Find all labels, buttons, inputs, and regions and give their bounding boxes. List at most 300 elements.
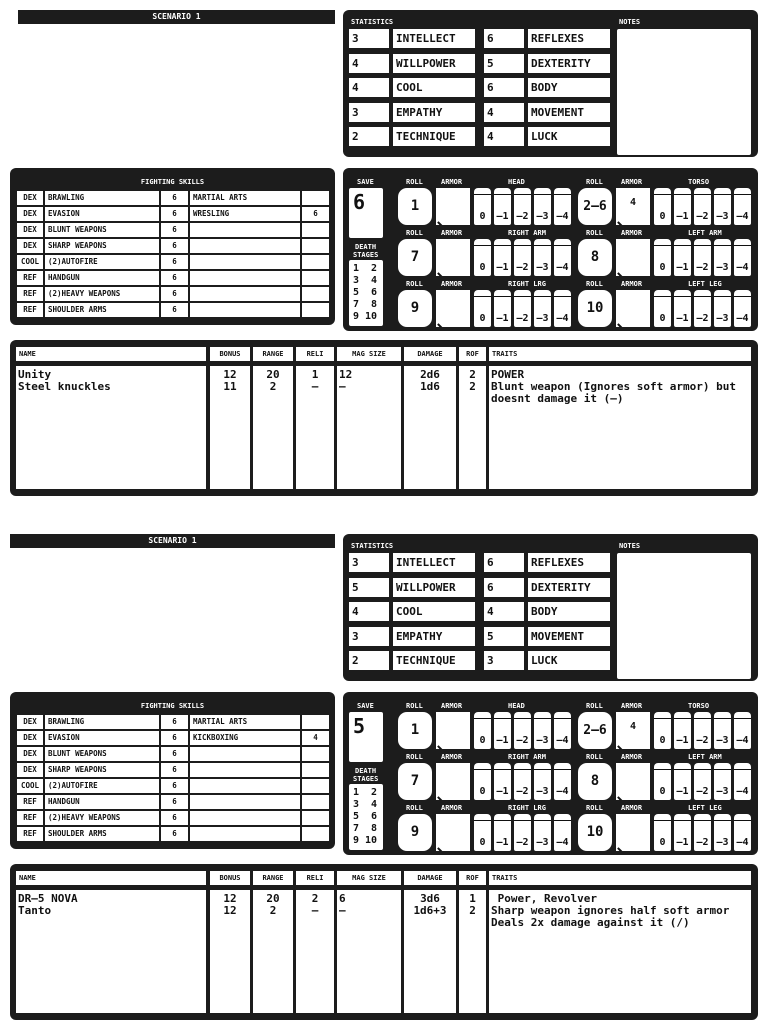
wound-level: –4 bbox=[736, 837, 749, 848]
skill-name: BLUNT WEAPONS bbox=[45, 747, 159, 761]
armor-label: ARMOR bbox=[441, 804, 463, 812]
skill-name: BRAWLING bbox=[45, 191, 159, 205]
wound-box-left_leg[interactable] bbox=[694, 814, 711, 851]
wound-box-left_leg[interactable] bbox=[694, 290, 711, 327]
wound-box-left_arm[interactable] bbox=[654, 763, 671, 800]
stat-name-cool: COOL bbox=[393, 78, 475, 97]
skill-name: (2)HEAVY WEAPONS bbox=[45, 811, 159, 825]
wound-box-right_leg[interactable] bbox=[494, 814, 511, 851]
extra-skill-name[interactable] bbox=[190, 223, 300, 237]
armor-value: 4 bbox=[629, 197, 637, 208]
roll-right_leg: 9 bbox=[398, 290, 432, 327]
wound-box-left_arm[interactable] bbox=[734, 239, 751, 276]
wound-level: –4 bbox=[736, 735, 749, 746]
armor-right_leg[interactable] bbox=[436, 290, 470, 327]
skill-value[interactable]: 6 bbox=[161, 239, 188, 253]
wound-box-head[interactable] bbox=[474, 712, 491, 749]
extra-skill-value[interactable] bbox=[302, 827, 329, 841]
wound-box-head[interactable] bbox=[534, 188, 551, 225]
wound-box-right_arm[interactable] bbox=[554, 763, 571, 800]
stat-value-movement[interactable]: 5 bbox=[484, 627, 524, 646]
wound-box-right_leg[interactable] bbox=[514, 814, 531, 851]
wound-box-right_leg[interactable] bbox=[474, 290, 491, 327]
skill-name: HANDGUN bbox=[45, 795, 159, 809]
armor-slash bbox=[437, 745, 447, 749]
wound-box-right_arm[interactable] bbox=[514, 763, 531, 800]
skill-value[interactable]: 6 bbox=[161, 715, 188, 729]
skill-value[interactable]: 6 bbox=[161, 255, 188, 269]
weapon-header-mag: MAG SIZE bbox=[337, 871, 401, 885]
location-label-torso: TORSO bbox=[688, 178, 710, 186]
armor-label: ARMOR bbox=[621, 753, 643, 761]
armor-left_arm[interactable] bbox=[616, 763, 650, 800]
wound-level: –3 bbox=[536, 735, 549, 746]
wound-level: –4 bbox=[556, 313, 569, 324]
wound-box-torso[interactable] bbox=[734, 188, 751, 225]
weapon-header-name: NAME bbox=[16, 347, 206, 361]
stat-name-movement: MOVEMENT bbox=[528, 627, 610, 646]
wound-box-torso[interactable] bbox=[654, 712, 671, 749]
stat-value-reflexes[interactable]: 6 bbox=[484, 29, 524, 48]
extra-skill-name[interactable] bbox=[190, 271, 300, 285]
death-stages-label-2: STAGES bbox=[353, 251, 379, 259]
wound-level: –2 bbox=[516, 786, 529, 797]
extra-skill-name[interactable] bbox=[190, 779, 300, 793]
weapon-header-rof: ROF bbox=[459, 871, 486, 885]
weapon-header-traits: TRAITS bbox=[489, 347, 751, 361]
stat-value-empathy[interactable]: 3 bbox=[349, 103, 389, 122]
skill-value[interactable]: 6 bbox=[161, 207, 188, 221]
character-sheet-2 bbox=[0, 524, 768, 1024]
extra-skill-value[interactable] bbox=[302, 191, 329, 205]
wound-box-torso[interactable] bbox=[694, 712, 711, 749]
armor-label: ARMOR bbox=[441, 229, 463, 237]
wound-level: –3 bbox=[716, 211, 729, 222]
extra-skill-value[interactable] bbox=[302, 811, 329, 825]
extra-skill-value[interactable]: 6 bbox=[302, 207, 329, 221]
weapon-col-damage[interactable]: 2d6 1d6 bbox=[404, 366, 456, 489]
death-stages-track[interactable]: 1 2 3 4 5 6 7 8 9 10 bbox=[349, 784, 383, 850]
stat-value-cool[interactable]: 4 bbox=[349, 78, 389, 97]
stat-name-intellect: INTELLECT bbox=[393, 553, 475, 572]
stat-value-luck[interactable]: 4 bbox=[484, 127, 524, 146]
skill-value[interactable]: 6 bbox=[161, 779, 188, 793]
skill-value[interactable]: 6 bbox=[161, 763, 188, 777]
wound-box-torso[interactable] bbox=[714, 188, 731, 225]
weapon-col-reli[interactable]: 1 – bbox=[296, 366, 334, 489]
death-stages-track[interactable]: 1 2 3 4 5 6 7 8 9 10 bbox=[349, 260, 383, 326]
skill-name: (2)AUTOFIRE bbox=[45, 255, 159, 269]
armor-right_arm[interactable] bbox=[436, 239, 470, 276]
weapon-col-traits[interactable]: Power, Revolver Sharp weapon ignores half soft armor Deals 2x damage against it (/) bbox=[489, 890, 751, 1013]
location-label-right_arm: RIGHT ARM bbox=[508, 229, 546, 237]
wound-box-left_arm[interactable] bbox=[714, 763, 731, 800]
stat-value-cool[interactable]: 4 bbox=[349, 602, 389, 621]
extra-skill-name[interactable]: WRESLING bbox=[190, 207, 300, 221]
wound-box-right_arm[interactable] bbox=[514, 239, 531, 276]
wound-level: 0 bbox=[659, 262, 666, 273]
wound-level: –4 bbox=[736, 313, 749, 324]
save-value[interactable]: 5 bbox=[349, 712, 383, 762]
wound-level: –1 bbox=[496, 262, 509, 273]
skill-value[interactable]: 6 bbox=[161, 811, 188, 825]
wound-level: –2 bbox=[516, 211, 529, 222]
scenario-title: SCENARIO 1 bbox=[18, 10, 335, 24]
wound-level: –2 bbox=[516, 735, 529, 746]
extra-skill-value[interactable] bbox=[302, 271, 329, 285]
skill-name: BRAWLING bbox=[45, 715, 159, 729]
notes-field[interactable] bbox=[617, 553, 751, 679]
extra-skill-value[interactable] bbox=[302, 255, 329, 269]
stat-name-technique: TECHNIQUE bbox=[393, 651, 475, 670]
weapon-col-traits[interactable]: POWER Blunt weapon (Ignores soft armor) but doesnt damage it (–) bbox=[489, 366, 751, 489]
wound-box-head[interactable] bbox=[474, 188, 491, 225]
roll-head: 1 bbox=[398, 712, 432, 749]
stat-value-body[interactable]: 4 bbox=[484, 602, 524, 621]
wound-box-left_arm[interactable] bbox=[694, 763, 711, 800]
stat-name-willpower: WILLPOWER bbox=[393, 578, 475, 597]
extra-skill-name[interactable] bbox=[190, 287, 300, 301]
armor-left_arm[interactable] bbox=[616, 239, 650, 276]
extra-skill-name[interactable]: MARTIAL ARTS bbox=[190, 715, 300, 729]
skill-name: EVASION bbox=[45, 207, 159, 221]
weapon-col-mag[interactable]: 6 – bbox=[337, 890, 401, 1013]
weapon-col-bonus[interactable]: 12 11 bbox=[210, 366, 250, 489]
wound-box-torso[interactable] bbox=[654, 188, 671, 225]
statistics-label: STATISTICS bbox=[351, 18, 394, 26]
wound-level: –2 bbox=[516, 313, 529, 324]
scenario-title: SCENARIO 1 bbox=[10, 534, 335, 548]
skill-value[interactable]: 6 bbox=[161, 223, 188, 237]
armor-right_leg[interactable] bbox=[436, 814, 470, 851]
skill-attr: REF bbox=[17, 271, 43, 285]
wound-level: –2 bbox=[696, 262, 709, 273]
wound-level: –2 bbox=[696, 313, 709, 324]
wound-level: 0 bbox=[479, 313, 486, 324]
location-label-left_leg: LEFT LEG bbox=[688, 804, 722, 812]
wound-level: –3 bbox=[536, 262, 549, 273]
extra-skill-name[interactable] bbox=[190, 811, 300, 825]
wound-level: –3 bbox=[536, 837, 549, 848]
weapon-col-name[interactable]: Unity Steel knuckles bbox=[16, 366, 206, 489]
stat-value-technique[interactable]: 2 bbox=[349, 651, 389, 670]
wound-box-left_leg[interactable] bbox=[734, 290, 751, 327]
stat-value-reflexes[interactable]: 6 bbox=[484, 553, 524, 572]
armor-slash bbox=[617, 221, 627, 225]
weapon-col-reli[interactable]: 2 – bbox=[296, 890, 334, 1013]
armor-slash bbox=[437, 323, 447, 327]
wound-level: –3 bbox=[716, 313, 729, 324]
roll-right_arm: 7 bbox=[398, 239, 432, 276]
wound-box-left_leg[interactable] bbox=[674, 814, 691, 851]
armor-right_arm[interactable] bbox=[436, 763, 470, 800]
wound-level: –4 bbox=[556, 786, 569, 797]
stat-name-technique: TECHNIQUE bbox=[393, 127, 475, 146]
wound-level: –4 bbox=[736, 262, 749, 273]
weapon-col-range[interactable]: 20 2 bbox=[253, 366, 293, 489]
extra-skill-name[interactable] bbox=[190, 827, 300, 841]
death-stages-label-2: STAGES bbox=[353, 775, 379, 783]
skill-attr: DEX bbox=[17, 731, 43, 745]
save-value[interactable]: 6 bbox=[349, 188, 383, 238]
armor-label: ARMOR bbox=[621, 804, 643, 812]
wound-level: 0 bbox=[659, 735, 666, 746]
weapon-header-damage: DAMAGE bbox=[404, 871, 456, 885]
wound-box-left_leg[interactable] bbox=[714, 290, 731, 327]
wound-box-left_arm[interactable] bbox=[674, 763, 691, 800]
wound-box-head[interactable] bbox=[554, 712, 571, 749]
wound-level: –1 bbox=[676, 735, 689, 746]
wound-box-right_leg[interactable] bbox=[514, 290, 531, 327]
armor-label: ARMOR bbox=[621, 178, 643, 186]
wound-box-torso[interactable] bbox=[694, 188, 711, 225]
roll-torso: 2–6 bbox=[578, 188, 612, 225]
wound-level: –4 bbox=[736, 211, 749, 222]
stat-name-intellect: INTELLECT bbox=[393, 29, 475, 48]
death-stages-label-1: DEATH bbox=[355, 243, 377, 251]
weapon-col-range[interactable]: 20 2 bbox=[253, 890, 293, 1013]
fighting-skills-label: FIGHTING SKILLS bbox=[140, 702, 205, 710]
armor-label: ARMOR bbox=[621, 280, 643, 288]
roll-label: ROLL bbox=[406, 229, 423, 237]
wound-level: –1 bbox=[496, 211, 509, 222]
location-label-torso: TORSO bbox=[688, 702, 710, 710]
weapon-header-mag: MAG SIZE bbox=[337, 347, 401, 361]
wound-box-left_leg[interactable] bbox=[734, 814, 751, 851]
extra-skill-name[interactable]: KICKBOXING bbox=[190, 731, 300, 745]
stat-name-reflexes: REFLEXES bbox=[528, 553, 610, 572]
wound-box-right_arm[interactable] bbox=[534, 239, 551, 276]
wound-box-right_leg[interactable] bbox=[554, 290, 571, 327]
notes-field[interactable] bbox=[617, 29, 751, 155]
statistics-label: STATISTICS bbox=[351, 542, 394, 550]
wound-box-head[interactable] bbox=[514, 712, 531, 749]
notes-label: NOTES bbox=[619, 18, 641, 26]
wound-box-left_leg[interactable] bbox=[654, 290, 671, 327]
stat-value-dexterity[interactable]: 6 bbox=[484, 578, 524, 597]
wound-box-left_arm[interactable] bbox=[654, 239, 671, 276]
extra-skill-value[interactable] bbox=[302, 287, 329, 301]
extra-skill-value[interactable] bbox=[302, 747, 329, 761]
stat-value-movement[interactable]: 4 bbox=[484, 103, 524, 122]
skill-value[interactable]: 6 bbox=[161, 191, 188, 205]
wound-box-left_leg[interactable] bbox=[714, 814, 731, 851]
skill-attr: DEX bbox=[17, 223, 43, 237]
skill-name: SHARP WEAPONS bbox=[45, 239, 159, 253]
wound-level: –1 bbox=[496, 313, 509, 324]
wound-level: 0 bbox=[659, 837, 666, 848]
wound-level: –3 bbox=[536, 786, 549, 797]
weapon-header-damage: DAMAGE bbox=[404, 347, 456, 361]
armor-torso[interactable] bbox=[616, 712, 650, 749]
wound-level: 0 bbox=[479, 262, 486, 273]
armor-slash bbox=[617, 323, 627, 327]
weapons-panel bbox=[10, 340, 758, 496]
wound-box-head[interactable] bbox=[534, 712, 551, 749]
weapon-header-traits: TRAITS bbox=[489, 871, 751, 885]
skill-name: SHOULDER ARMS bbox=[45, 303, 159, 317]
location-label-right_arm: RIGHT ARM bbox=[508, 753, 546, 761]
stat-value-empathy[interactable]: 3 bbox=[349, 627, 389, 646]
wound-box-right_leg[interactable] bbox=[494, 290, 511, 327]
skill-value[interactable]: 6 bbox=[161, 795, 188, 809]
extra-skill-name[interactable] bbox=[190, 747, 300, 761]
weapon-col-rof[interactable]: 1 2 bbox=[459, 890, 486, 1013]
extra-skill-value[interactable] bbox=[302, 715, 329, 729]
weapon-col-rof[interactable]: 2 2 bbox=[459, 366, 486, 489]
hit-locations-panel bbox=[343, 168, 758, 331]
roll-label: ROLL bbox=[406, 280, 423, 288]
location-label-left_leg: LEFT LEG bbox=[688, 280, 722, 288]
extra-skill-name[interactable]: MARTIAL ARTS bbox=[190, 191, 300, 205]
armor-torso[interactable] bbox=[616, 188, 650, 225]
armor-head[interactable] bbox=[436, 188, 470, 225]
character-sheet-1 bbox=[0, 0, 768, 500]
wound-box-left_leg[interactable] bbox=[674, 290, 691, 327]
extra-skill-name[interactable] bbox=[190, 795, 300, 809]
stat-name-dexterity: DEXTERITY bbox=[528, 578, 610, 597]
stat-value-luck[interactable]: 3 bbox=[484, 651, 524, 670]
wound-box-left_arm[interactable] bbox=[694, 239, 711, 276]
wound-box-right_leg[interactable] bbox=[534, 814, 551, 851]
weapon-col-mag[interactable]: 12 – bbox=[337, 366, 401, 489]
extra-skill-value[interactable] bbox=[302, 763, 329, 777]
armor-left_leg[interactable] bbox=[616, 290, 650, 327]
wound-box-right_leg[interactable] bbox=[554, 814, 571, 851]
wound-box-left_arm[interactable] bbox=[674, 239, 691, 276]
wound-level: –3 bbox=[536, 211, 549, 222]
wound-box-right_arm[interactable] bbox=[474, 239, 491, 276]
extra-skill-value[interactable] bbox=[302, 303, 329, 317]
roll-left_leg: 10 bbox=[578, 814, 612, 851]
stat-value-willpower[interactable]: 5 bbox=[349, 578, 389, 597]
weapons-panel bbox=[10, 864, 758, 1020]
skill-value[interactable]: 6 bbox=[161, 271, 188, 285]
location-label-right_leg: RIGHT LRG bbox=[508, 804, 546, 812]
wound-level: –2 bbox=[696, 735, 709, 746]
stat-value-dexterity[interactable]: 5 bbox=[484, 54, 524, 73]
extra-skill-value[interactable] bbox=[302, 795, 329, 809]
armor-head[interactable] bbox=[436, 712, 470, 749]
armor-label: ARMOR bbox=[441, 702, 463, 710]
stat-value-intellect[interactable]: 3 bbox=[349, 553, 389, 572]
wound-level: –4 bbox=[556, 735, 569, 746]
wound-box-right_arm[interactable] bbox=[494, 239, 511, 276]
wound-box-head[interactable] bbox=[554, 188, 571, 225]
armor-slash bbox=[437, 796, 447, 800]
wound-box-head[interactable] bbox=[514, 188, 531, 225]
wound-box-torso[interactable] bbox=[734, 712, 751, 749]
stat-value-intellect[interactable]: 3 bbox=[349, 29, 389, 48]
wound-level: –2 bbox=[516, 837, 529, 848]
stat-value-body[interactable]: 6 bbox=[484, 78, 524, 97]
fighting-skills-label: FIGHTING SKILLS bbox=[140, 178, 205, 186]
wound-box-right_arm[interactable] bbox=[494, 763, 511, 800]
weapon-col-bonus[interactable]: 12 12 bbox=[210, 890, 250, 1013]
skill-value[interactable]: 6 bbox=[161, 303, 188, 317]
extra-skill-value[interactable]: 4 bbox=[302, 731, 329, 745]
weapon-col-name[interactable]: DR–5 NOVA Tanto bbox=[16, 890, 206, 1013]
extra-skill-name[interactable] bbox=[190, 255, 300, 269]
extra-skill-value[interactable] bbox=[302, 223, 329, 237]
wound-level: 0 bbox=[659, 786, 666, 797]
wound-level: –4 bbox=[736, 786, 749, 797]
roll-label: ROLL bbox=[586, 702, 603, 710]
skill-value[interactable]: 6 bbox=[161, 827, 188, 841]
skill-value[interactable]: 6 bbox=[161, 731, 188, 745]
location-label-right_leg: RIGHT LRG bbox=[508, 280, 546, 288]
wound-level: –3 bbox=[536, 313, 549, 324]
roll-label: ROLL bbox=[586, 804, 603, 812]
wound-box-left_leg[interactable] bbox=[654, 814, 671, 851]
armor-value: 4 bbox=[629, 721, 637, 732]
wound-level: 0 bbox=[479, 786, 486, 797]
armor-slash bbox=[617, 847, 627, 851]
stat-value-willpower[interactable]: 4 bbox=[349, 54, 389, 73]
stat-value-technique[interactable]: 2 bbox=[349, 127, 389, 146]
weapon-col-damage[interactable]: 3d6 1d6+3 bbox=[404, 890, 456, 1013]
wound-box-head[interactable] bbox=[494, 712, 511, 749]
wound-box-torso[interactable] bbox=[674, 712, 691, 749]
skill-attr: DEX bbox=[17, 239, 43, 253]
extra-skill-name[interactable] bbox=[190, 303, 300, 317]
stat-name-movement: MOVEMENT bbox=[528, 103, 610, 122]
wound-box-torso[interactable] bbox=[714, 712, 731, 749]
stat-name-luck: LUCK bbox=[528, 127, 610, 146]
stat-name-willpower: WILLPOWER bbox=[393, 54, 475, 73]
armor-label: ARMOR bbox=[621, 702, 643, 710]
notes-label: NOTES bbox=[619, 542, 641, 550]
extra-skill-name[interactable] bbox=[190, 239, 300, 253]
roll-left_arm: 8 bbox=[578, 239, 612, 276]
wound-box-left_arm[interactable] bbox=[734, 763, 751, 800]
skill-value[interactable]: 6 bbox=[161, 287, 188, 301]
armor-slash bbox=[437, 221, 447, 225]
extra-skill-value[interactable] bbox=[302, 239, 329, 253]
wound-level: 0 bbox=[479, 735, 486, 746]
wound-box-right_leg[interactable] bbox=[534, 290, 551, 327]
armor-label: ARMOR bbox=[441, 753, 463, 761]
skill-attr: COOL bbox=[17, 255, 43, 269]
skill-value[interactable]: 6 bbox=[161, 747, 188, 761]
wound-box-head[interactable] bbox=[494, 188, 511, 225]
save-label: SAVE bbox=[357, 702, 374, 710]
skill-attr: DEX bbox=[17, 207, 43, 221]
fighting-skills-panel bbox=[10, 168, 335, 325]
wound-box-right_arm[interactable] bbox=[474, 763, 491, 800]
extra-skill-name[interactable] bbox=[190, 763, 300, 777]
wound-box-right_arm[interactable] bbox=[534, 763, 551, 800]
roll-label: ROLL bbox=[586, 229, 603, 237]
wound-box-left_arm[interactable] bbox=[714, 239, 731, 276]
extra-skill-value[interactable] bbox=[302, 779, 329, 793]
wound-box-right_arm[interactable] bbox=[554, 239, 571, 276]
hit-locations-panel bbox=[343, 692, 758, 855]
skill-attr: DEX bbox=[17, 747, 43, 761]
skill-name: SHARP WEAPONS bbox=[45, 763, 159, 777]
roll-label: ROLL bbox=[586, 280, 603, 288]
armor-left_leg[interactable] bbox=[616, 814, 650, 851]
wound-level: –4 bbox=[556, 211, 569, 222]
weapon-header-range: RANGE bbox=[253, 871, 293, 885]
roll-left_leg: 10 bbox=[578, 290, 612, 327]
wound-box-right_leg[interactable] bbox=[474, 814, 491, 851]
wound-level: –1 bbox=[676, 313, 689, 324]
stat-name-cool: COOL bbox=[393, 602, 475, 621]
wound-box-torso[interactable] bbox=[674, 188, 691, 225]
wound-level: –3 bbox=[716, 837, 729, 848]
stat-name-dexterity: DEXTERITY bbox=[528, 54, 610, 73]
